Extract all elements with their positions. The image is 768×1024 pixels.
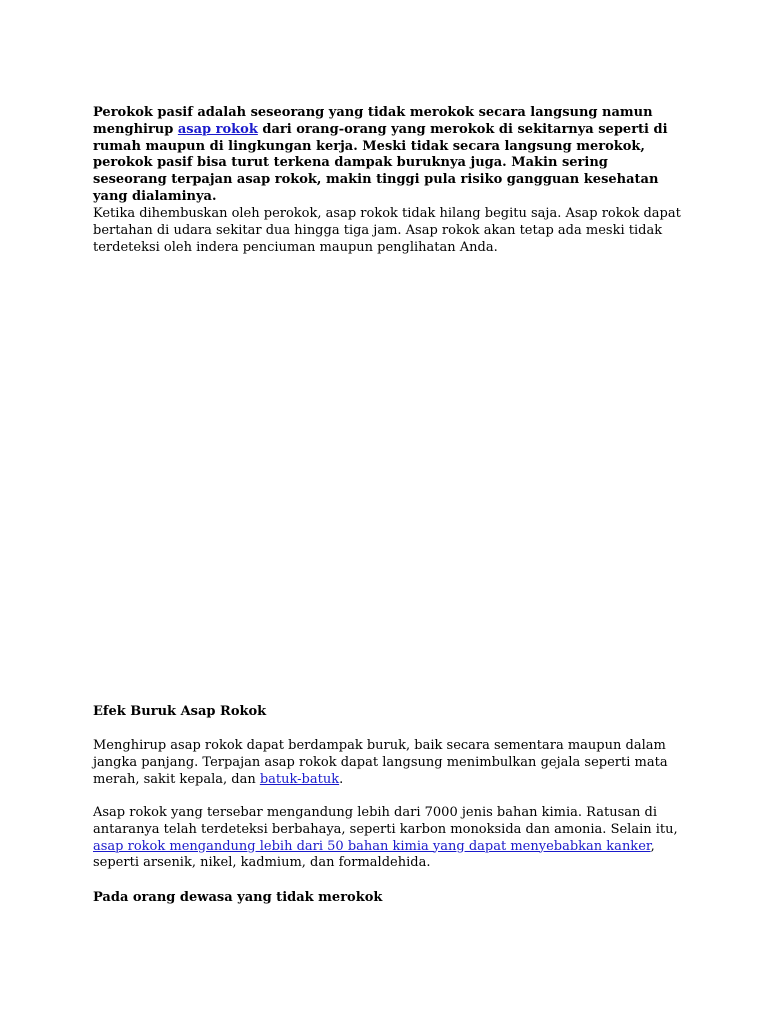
paragraph-2 xyxy=(93,738,683,788)
intro-paragraph xyxy=(93,105,683,206)
section-heading-efek-buruk: Efek Buruk Asap Rokok xyxy=(93,704,267,719)
paragraph-2-text-before: Menghirup asap rokok dapat berdampak buruk, baik secara sementara maupun dalam jangka panjang. Terpajan asap rokok dapat langsung menimbulkan gejala seperti mata merah, sakit kepala, dan xyxy=(93,738,668,787)
intro-text-after: dari orang-orang yang merokok di sekitarnya seperti di rumah maupun di lingkungan kerja. Meski tidak secara langsung merokok, perokok pasif bisa turut terkena dampak buruknya juga. Makin sering seseorang terpajan asap rokok, makin tinggi pula risiko gangguan kesehatan yang dialaminya. xyxy=(93,121,668,204)
batuk-batuk-link[interactable]: batuk-batuk xyxy=(259,771,340,787)
paragraph-2-text-after: . xyxy=(339,771,344,787)
bahan-kimia-kanker-link[interactable]: asap rokok mengandung lebih dari 50 bahan kimia yang dapat menyebabkan kanker xyxy=(93,838,651,854)
paragraph-3 xyxy=(93,805,683,872)
paragraph-3-text-after: , seperti arsenik, nikel, kadmium, dan formaldehida. xyxy=(93,838,655,871)
asap-rokok-link[interactable]: asap rokok xyxy=(177,121,258,137)
paragraph-3-text-before: Asap rokok yang tersebar mengandung lebih dari 7000 jenis bahan kimia. Ratusan di antaranya telah terdeteksi berbahaya, seperti karbon monoksida dan amonia. Selain itu, xyxy=(93,805,678,837)
intro-text-before: Perokok pasif adalah seseorang yang tidak merokok secara langsung namun menghirup xyxy=(93,105,653,137)
section-heading-orang-dewasa: Pada orang dewasa yang tidak merokok xyxy=(93,890,383,905)
paragraph-1: Ketika dihembuskan oleh perokok, asap rokok tidak hilang begitu saja. Asap rokok dapat bertahan di udara sekitar dua hingga tiga jam. Asap rokok akan tetap ada meski tidak terdeteksi oleh indera penciuman maupun penglihatan Anda. xyxy=(93,206,681,255)
